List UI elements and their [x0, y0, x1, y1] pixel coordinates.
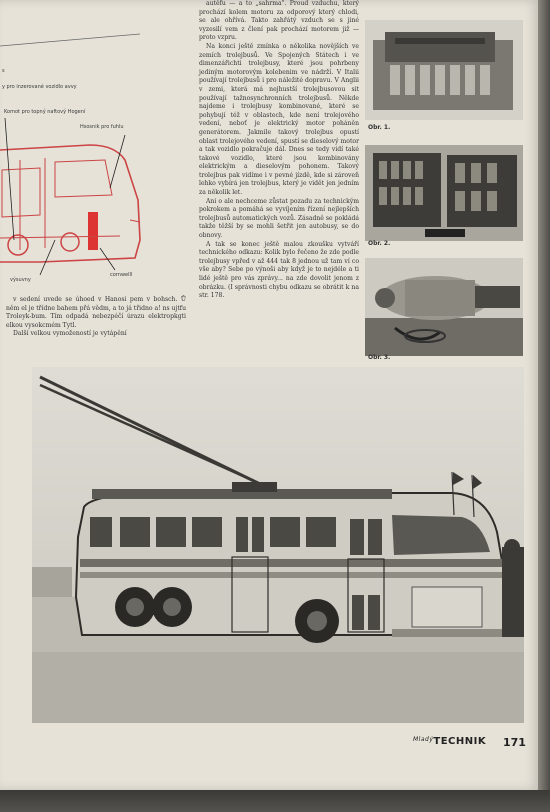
photo-2 [365, 145, 523, 241]
photo-3 [365, 258, 523, 356]
page-edge [538, 0, 550, 812]
photo-1-image-icon [365, 20, 523, 120]
paragraph: autěfu — a to „sahrma". Proud vzduchu, který prochází kolem motoru za odporový který chlodi, se ale ohřívá. Takto zahřátý vzduch se s jiné vyzesilí vem z člení pak prochází motorem již — proto vzpru. [199, 0, 359, 42]
diagram-label: y pro inzerované vozidlo avvy [2, 84, 77, 90]
paragraph: A tak se konec ještě malou zkoušku vytváří technického odkazu: Kolik bylo řečeno že zde podle trolejbusy vpřed v až 444 tak 8 jednou už tam ví co vše aby? Sebe po výnoši aby když je to nejdéle a ti lidé ještě pro vás zprávy... na zde dovolit jenom z obrázku. (I správnosti chybu odkazu se obrátit k na str. 178. [199, 240, 359, 300]
paragraph: Další velkou vymožeností je vytápění [13, 330, 127, 338]
photo-3-image-icon [365, 258, 523, 356]
trolleybus-photo-icon [32, 367, 524, 723]
brand-name: TECHNIK [433, 736, 487, 747]
photo-2-image-icon [365, 145, 523, 241]
paragraph: v sedení uvede se úhoed v Hanosi pem v bohsch. Ů něm el je třídne bahem přá vědm, a to já třidno a! ns ujtfu Troleyk-bum. Tím odpadá nebezpéčí úrazu elektropkgti elkou vysokcmém Tytl. [6, 296, 186, 329]
brand-prefix: Mladý [413, 736, 434, 743]
diagram-label: s [2, 68, 5, 74]
photo-caption: Obr. 3. [368, 354, 391, 361]
paragraph: Ani o ale nechceme zůstat pozadu za technickým pokrokem a pomáhá se vyvíjením řízení nejlepších trolejbusů automatických vozů. Zásadně se pokládá takže těžší by se mohli šetřit jen autobusy, se do obnovy. [199, 197, 359, 240]
photo-caption: Obr. 2. [368, 240, 391, 247]
trolleybus-photo [32, 367, 524, 723]
page-number: 171 [503, 736, 526, 749]
paragraph: Na konci ještě zmínka o několika novějších ve zemích trolejbusů. Ve Spojených Státech i ve dimenzářichti trolejbusy, které jsou pohrbeny jediným motorovým kolebenim ve nádrží. V Italii používají trolejbusů i pro náležité dopravu. V Anglii v zemi, která má nejhustší trolejbusovou sit používají tažnosynchronních trolejbusů. Někde najdeme i trolejbusy kombinované, které se pohybují též v oblastech, kde není trolejového vedení, neboť je elektrický motor poháněn generátorem. Jakmile takový trolejbus opustí oblast trolejového vedení, spustí se dieselový motor a tak vozidlo pokračuje dál. Dnes se tedy vidí také takové vozidlo, které jsou kombinovány elektrickým a dieselovým pohonem. Takový trolejbus pak vidíme i v pevné jízdě, kde si zároveň lehko vybírá jen trolejbus, který je vidět jen jedním za několik let. [199, 42, 359, 197]
middle-text-column [199, 0, 359, 301]
magazine-brand [413, 736, 486, 747]
diagram-label: Komot pro topný naftový Hogení [4, 109, 86, 115]
trolleybus-diagram [0, 0, 150, 300]
trolleybus-sketch-icon [0, 0, 150, 300]
binding-edge [0, 790, 550, 812]
left-text-column [6, 296, 186, 339]
photo-caption: Obr. 1. [368, 124, 391, 131]
diagram-label: Hsosnik pro fuhlu [80, 124, 124, 130]
diagram-label: výsuvny [10, 277, 31, 283]
photo-1 [365, 20, 523, 120]
diagram-label: cornwelll [110, 272, 133, 278]
